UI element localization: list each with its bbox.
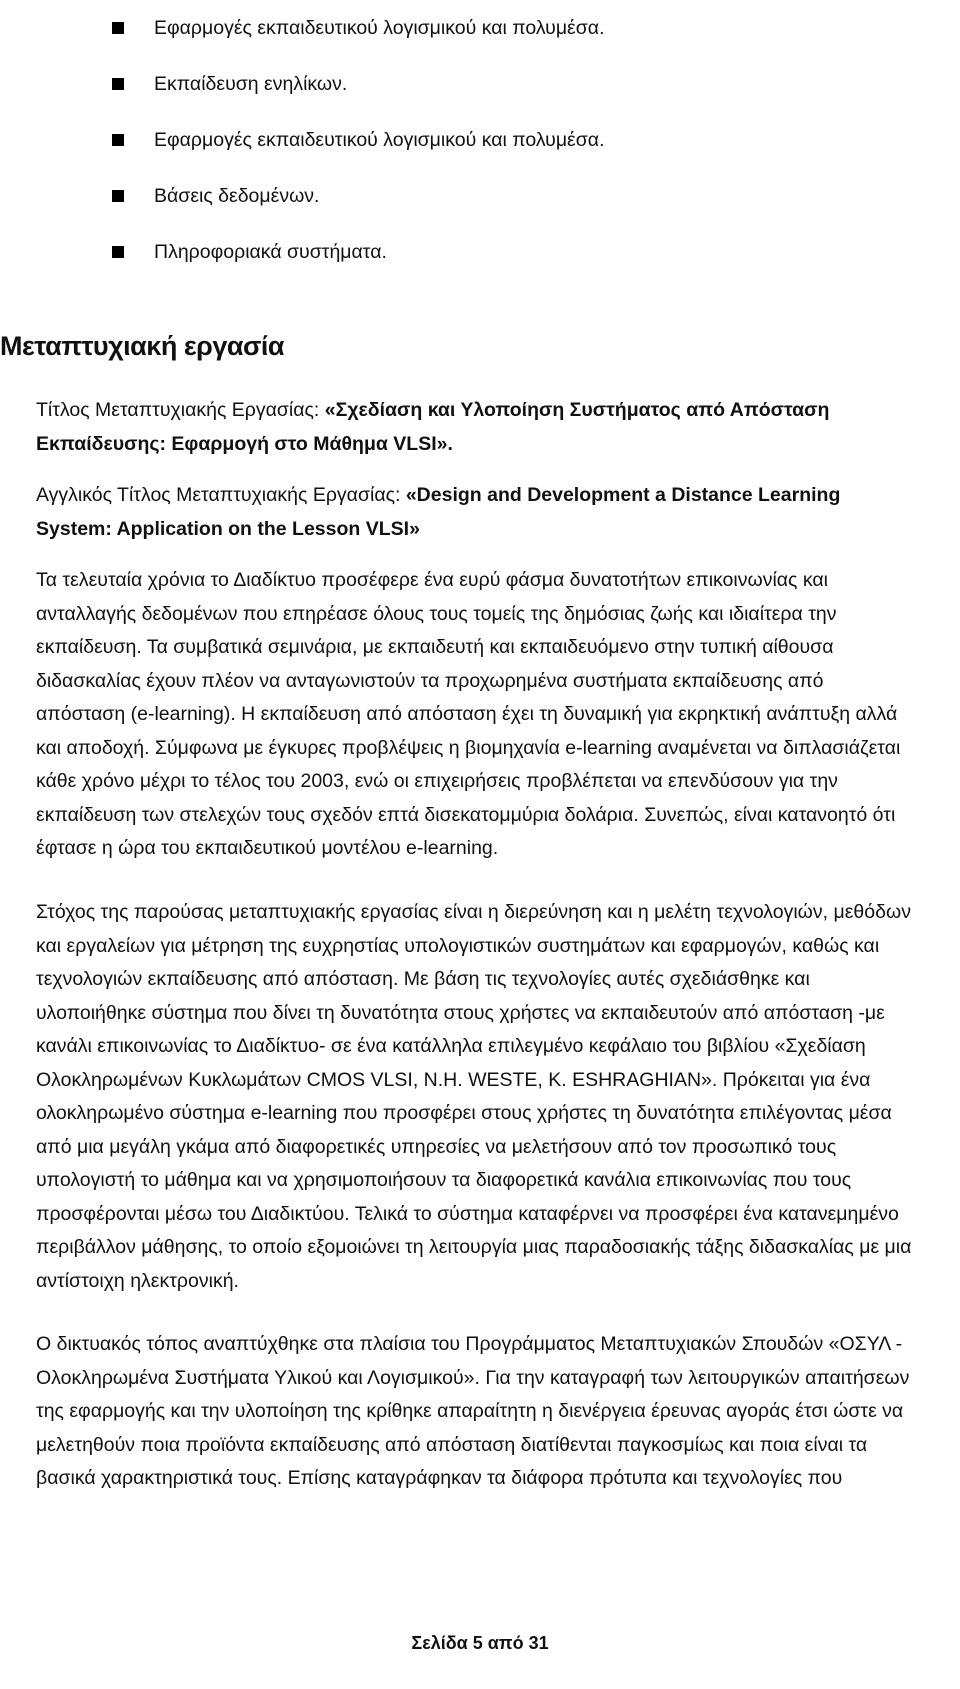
square-bullet-icon — [112, 134, 124, 146]
section-heading: Μεταπτυχιακή εργασία — [0, 331, 285, 361]
english-title — [36, 479, 916, 546]
square-bullet-icon — [112, 78, 124, 90]
list-item-text: Εφαρμογές εκπαιδευτικού λογισμικού και πολυμέσα. — [154, 128, 605, 151]
page-number: Σελίδα 5 από 31 — [411, 1633, 549, 1653]
list-item — [112, 112, 912, 168]
list-item-text: Εκπαίδευση ενηλίκων. — [154, 72, 348, 95]
paragraph-intro: Τα τελευταία χρόνια το Διαδίκτυο προσέφερε ένα ευρύ φάσμα δυνατοτήτων επικοινωνίας και ανταλλαγής δεδομένων που επηρέασε όλους τους τομείς της δημόσιας ζωής και ιδιαίτερα την εκπαίδευση. Τα συμβατικά σεμινάρια, με εκπαιδευτή και εκπαιδευόμενο στην τυπική αίθουσα διδασκαλίας έχουν πλέον να ανταγωνιστούν τα προχωρημένα συστήματα εκπαίδευσης από απόσταση (e-learning). Η εκπαίδευση από απόσταση έχει τη δυναμική για εκρηκτική ανάπτυξη αλλά και αποδοχή. Σύμφωνα με έγκυρες προβλέψεις η βιομηχανία e-learning αναμένεται να διπλασιάζεται κάθε χρόνο μέχρι το τέλος του 2003, ενώ οι επιχειρήσεις προβλέπεται να επενδύσουν για την εκπαίδευση των στελεχών τους σχεδόν επτά δισεκατομμύρια δολάρια. Συνεπώς, είναι κατανοητό ότι έφτασε η ώρα του εκπαιδευτικού μοντέλου e-learning. — [36, 569, 901, 859]
square-bullet-icon — [112, 22, 124, 34]
list-item — [112, 224, 912, 280]
thesis-title-value: «Σχεδίαση και Υλοποίηση Συστήματος από Απόσταση Εκπαίδευσης: Εφαρμογή στο Μάθημα VLSI». — [36, 399, 830, 455]
list-item — [112, 168, 912, 224]
list-item — [112, 0, 912, 56]
english-title-value: «Design and Development a Distance Learning System: Application on the Lesson VLSI» — [36, 484, 841, 540]
list-item-text: Εφαρμογές εκπαιδευτικού λογισμικού και πολυμέσα. — [154, 16, 605, 39]
english-title-label: Αγγλικός Τίτλος Μεταπτυχιακής Εργασίας: — [36, 484, 406, 506]
square-bullet-icon — [112, 190, 124, 202]
paragraph-website: Ο δικτυακός τόπος αναπτύχθηκε στα πλαίσια του Προγράμματος Μεταπτυχιακών Σπουδών «ΟΣΥΛ - Ολοκληρωμένα Συστήματα Υλικού και Λογισμικού». Για την καταγραφή των λειτουργικών απαιτήσεων της εφαρμογής και την υλοποίηση της κρίθηκε απαραίτητη η διενέργεια έρευνας αγοράς έτσι ώστε να μελετηθούν ποια προϊόντα εκπαίδευσης από απόσταση διατίθενται παγκοσμίως και ποια είναι τα βασικά χαρακτηριστικά τους. Επίσης καταγράφηκαν τα διάφορα πρότυπα και τεχνολογίες που — [36, 1333, 910, 1489]
thesis-title-label: Τίτλος Μεταπτυχιακής Εργασίας: — [36, 399, 325, 421]
list-item-text: Βάσεις δεδομένων. — [154, 184, 320, 207]
list-item-text: Πληροφοριακά συστήματα. — [154, 240, 387, 263]
thesis-title — [36, 394, 916, 461]
list-item — [112, 56, 912, 112]
square-bullet-icon — [112, 246, 124, 258]
bullet-list — [112, 0, 912, 280]
paragraph-goal: Στόχος της παρούσας μεταπτυχιακής εργασίας είναι η διερεύνηση και η μελέτη τεχνολογιών, μεθόδων και εργαλείων για μέτρηση της ευχρηστίας υπολογιστικών συστημάτων και εφαρμογών, καθώς και τεχνολογιών εκπαίδευσης από απόσταση. Με βάση τις τεχνολογίες αυτές σχεδιάσθηκε και υλοποιήθηκε σύστημα που δίνει τη δυνατότητα στους χρήστες να εκπαιδευτούν από απόσταση -με κανάλι επικοινωνίας το Διαδίκτυο- σε ένα κατάλληλα επιλεγμένο κεφάλαιο του βιβλίου «Σχεδίαση Ολοκληρωμένων Κυκλωμάτων CMOS VLSI, N.H. WESTE, K. ESHRAGHIAN». Πρόκειται για ένα ολοκληρωμένο σύστημα e-learning που προσφέρει στους χρήστες τη δυνατότητα επιλέγοντας μέσα από μια μεγάλη γκάμα από διαφορετικές υπηρεσίες να μελετήσουν από τον προσωπικό τους υπολογιστή το μάθημα και να χρησιμοποιήσουν τα διαφορετικά κανάλια επικοινωνίας που τους προσφέρονται μέσω του Διαδικτύου. Τελικά το σύστημα καταφέρνει να προσφέρει ένα κατανεμημένο περιβάλλον μάθησης, το οποίο εξομοιώνει τη λειτουργία μιας παραδοσιακής τάξης διδασκαλίας με μια αντίστοιχη ηλεκτρονική. — [36, 901, 912, 1292]
